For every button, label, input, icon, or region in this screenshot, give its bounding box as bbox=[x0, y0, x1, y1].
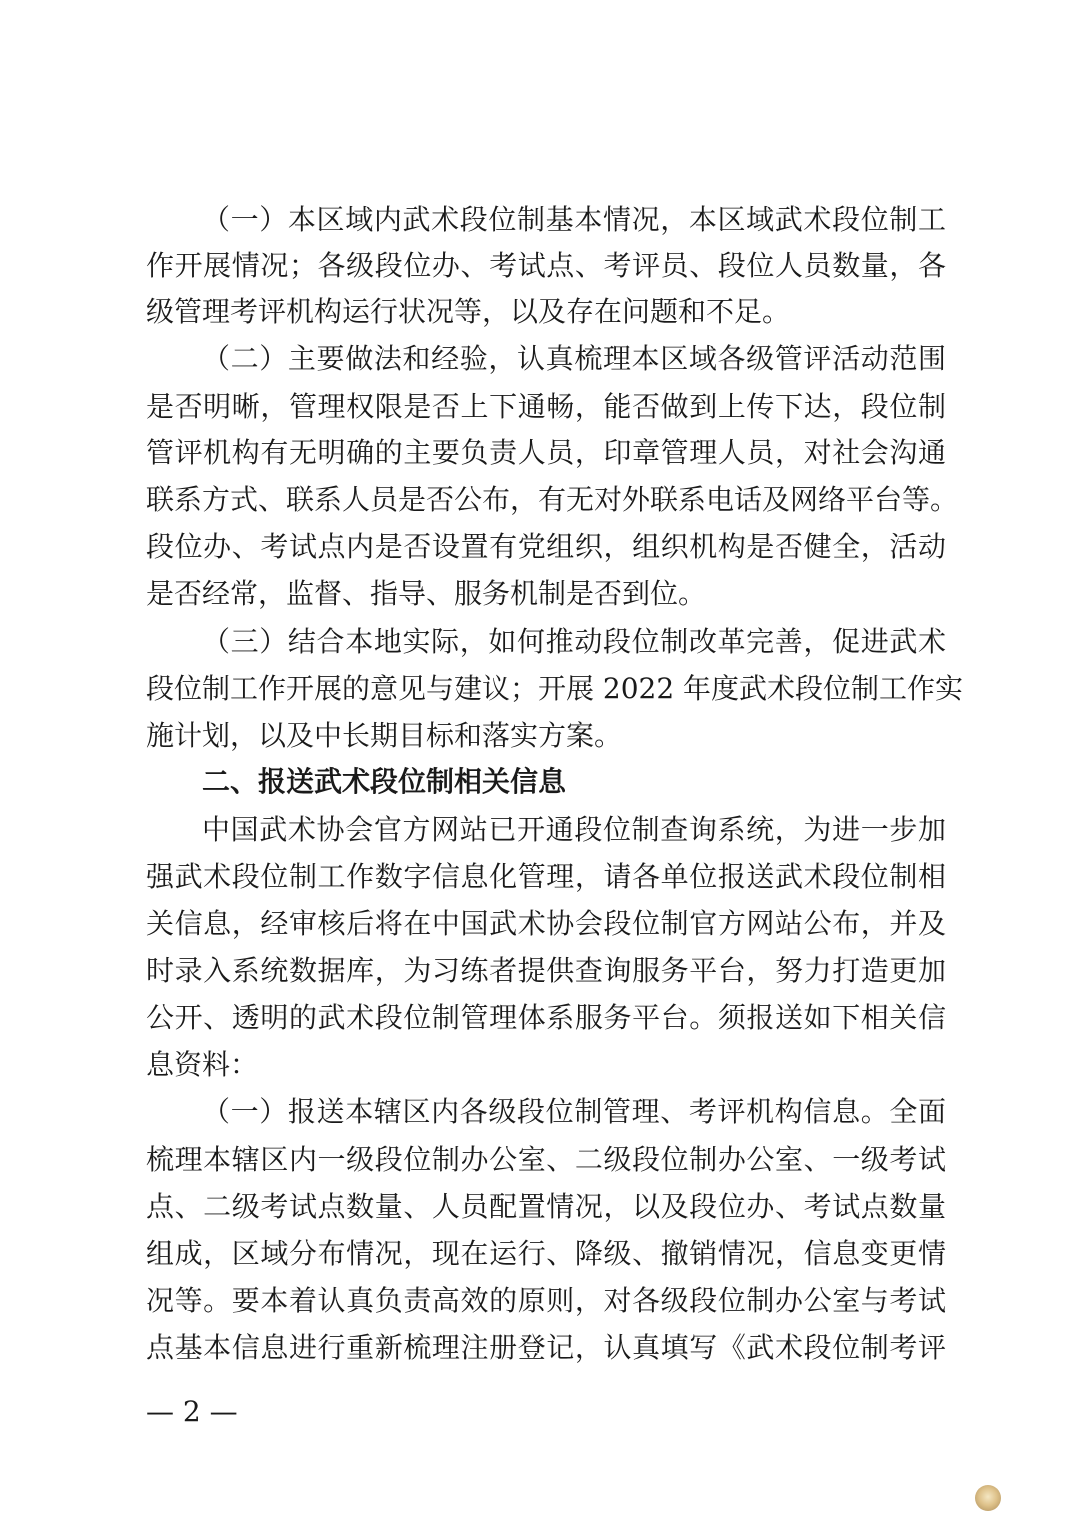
paragraph-5-line-5: 况等。要本着认真负责高效的原则，对各级段位制办公室与考试 bbox=[146, 1284, 946, 1317]
paragraph-5-line-2: 梳理本辖区内一级段位制办公室、二级段位制办公室、一级考试 bbox=[146, 1143, 946, 1176]
paragraph-2-line-5: 段位办、考试点内是否设置有党组织，组织机构是否健全，活动 bbox=[146, 530, 946, 563]
paragraph-2-line-2: 是否明晰，管理权限是否上下通畅，能否做到上传下达，段位制 bbox=[146, 390, 946, 423]
paragraph-4-line-1: 中国武术协会官方网站已开通段位制查询系统，为进一步加 bbox=[202, 813, 946, 846]
paragraph-5-line-6: 点基本信息进行重新梳理注册登记，认真填写《武术段位制考评 bbox=[146, 1331, 946, 1364]
paragraph-5-line-1: （一）报送本辖区内各级段位制管理、考评机构信息。全面 bbox=[202, 1095, 946, 1128]
paragraph-2-line-4: 联系方式、联系人员是否公布，有无对外联系电话及网络平台等。 bbox=[146, 483, 959, 516]
paragraph-1-line-2: 作开展情况；各级段位办、考试点、考评员、段位人员数量，各 bbox=[146, 249, 946, 282]
paragraph-5-line-4: 组成，区域分布情况，现在运行、降级、撤销情况，信息变更情 bbox=[146, 1237, 946, 1270]
page-number: — 2 — bbox=[146, 1395, 238, 1428]
section-heading: 二、报送武术段位制相关信息 bbox=[202, 765, 567, 798]
paragraph-1-line-1: （一）本区域内武术段位制基本情况，本区域武术段位制工 bbox=[202, 203, 946, 236]
paragraph-4-line-3: 关信息，经审核后将在中国武术协会段位制官方网站公布，并及 bbox=[146, 907, 946, 940]
paragraph-3-line-2: 段位制工作开展的意见与建议；开展 2022 年度武术段位制工作实 bbox=[146, 672, 964, 705]
paragraph-3-line-1: （三）结合本地实际，如何推动段位制改革完善，促进武术 bbox=[202, 625, 946, 658]
paragraph-3-line-3: 施计划，以及中长期目标和落实方案。 bbox=[146, 719, 623, 752]
paragraph-5-line-3: 点、二级考试点数量、人员配置情况，以及段位办、考试点数量 bbox=[146, 1190, 946, 1223]
paragraph-1-line-3: 级管理考评机构运行状况等，以及存在问题和不足。 bbox=[146, 295, 791, 328]
paragraph-2-line-3: 管评机构有无明确的主要负责人员，印章管理人员，对社会沟通 bbox=[146, 436, 946, 469]
paragraph-2-line-6: 是否经常，监督、指导、服务机制是否到位。 bbox=[146, 577, 707, 610]
paragraph-4-line-4: 时录入系统数据库，为习练者提供查询服务平台，努力打造更加 bbox=[146, 954, 946, 987]
paragraph-4-line-2: 强武术段位制工作数字信息化管理，请各单位报送武术段位制相 bbox=[146, 860, 946, 893]
paragraph-4-line-5: 公开、透明的武术段位制管理体系服务平台。须报送如下相关信 bbox=[146, 1001, 946, 1034]
paragraph-4-line-6: 息资料： bbox=[146, 1048, 259, 1081]
paragraph-2-line-1: （二）主要做法和经验，认真梳理本区域各级管评活动范围 bbox=[202, 342, 946, 375]
corner-stamp-icon bbox=[975, 1485, 1001, 1511]
